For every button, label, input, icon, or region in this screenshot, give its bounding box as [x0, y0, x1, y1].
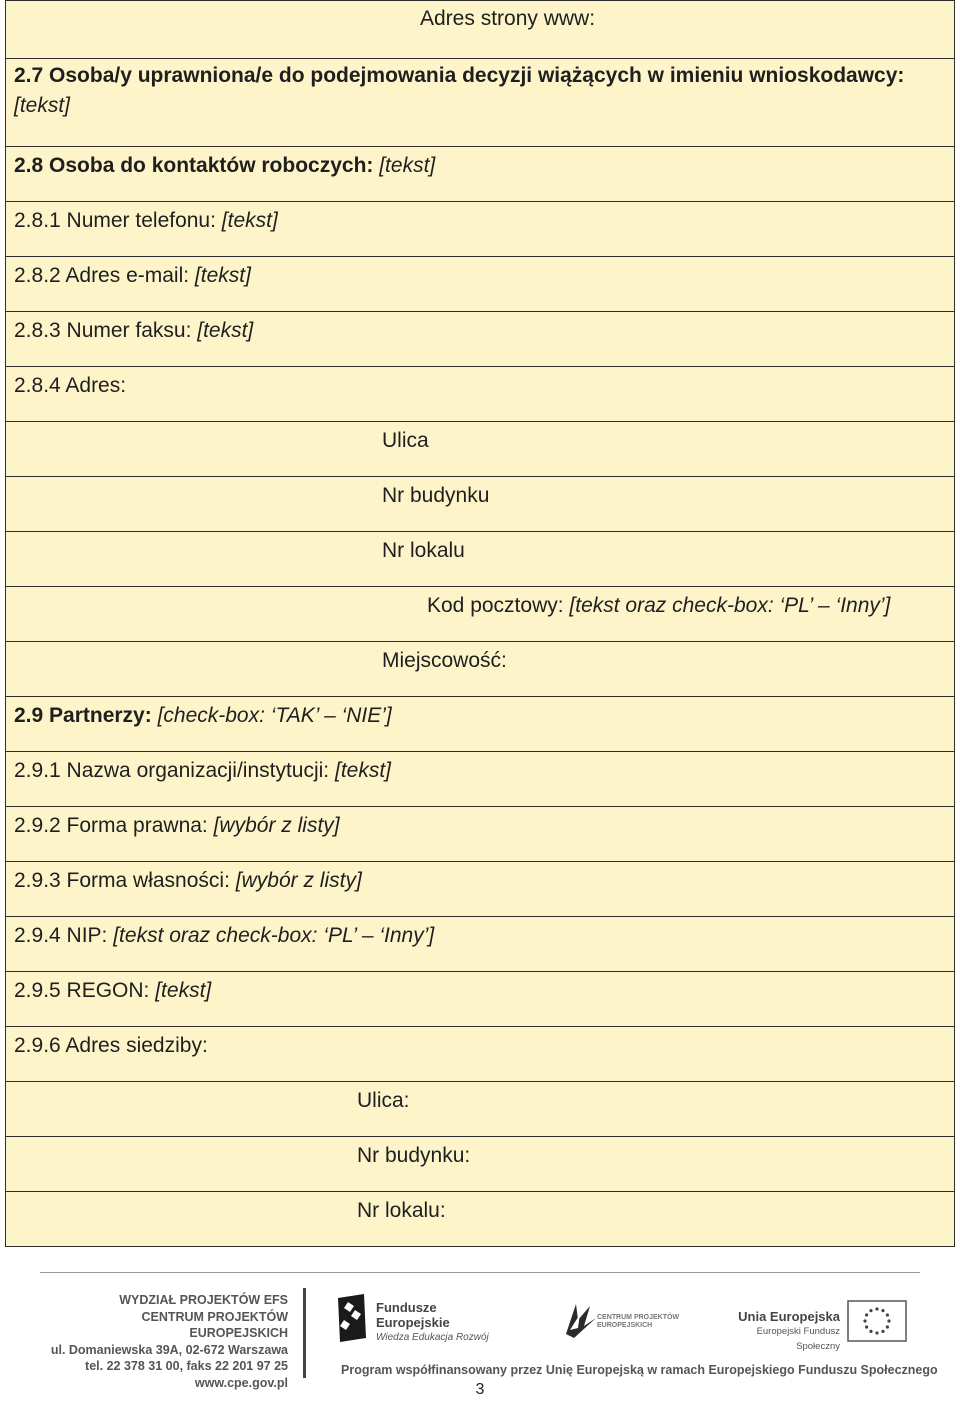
phone-row[interactable]: [5, 202, 955, 257]
seat-street-row[interactable]: [5, 1082, 955, 1137]
seat-building-row[interactable]: [5, 1137, 955, 1192]
building-label: Nr budynku: [382, 484, 490, 507]
fax-hint: [tekst]: [197, 319, 254, 342]
decision-makers-row[interactable]: [5, 59, 955, 147]
nip-row[interactable]: [5, 917, 955, 972]
seat-address-row: [5, 1027, 955, 1082]
page-number: 3: [475, 1381, 485, 1398]
fundusze-europejskie-logo-icon: [334, 1292, 370, 1344]
ownership-text: 2.9.3 Forma własności:: [14, 869, 236, 892]
org-line-4: tel. 22 378 31 00, faks 22 201 97 25: [85, 1359, 288, 1373]
regon-label: [14, 976, 211, 1006]
org-line-1: WYDZIAŁ PROJEKTÓW EFS: [119, 1293, 288, 1307]
legal-form-label: [14, 811, 340, 841]
postal-code-row[interactable]: [5, 587, 955, 642]
decision-makers-heading: 2.7 Osoba/y uprawniona/e do podejmowania decyzji wiążących w imieniu wnioskodawcy:: [14, 64, 905, 87]
address-row: [5, 367, 955, 422]
fe-subtitle: Wiedza Edukacja Rozwój: [376, 1332, 489, 1343]
seat-street-label: Ulica:: [357, 1089, 410, 1112]
seat-address-label: 2.9.6 Adres siedziby:: [14, 1034, 208, 1057]
nip-text: 2.9.4 NIP:: [14, 924, 114, 947]
phone-label: [14, 206, 278, 236]
postal-code-text: Kod pocztowy:: [427, 594, 570, 617]
footer-org-block: [40, 1292, 288, 1391]
eu-subtitle: Europejski Fundusz Społeczny: [756, 1326, 840, 1352]
partners-heading: 2.9 Partnerzy:: [14, 704, 152, 727]
legal-form-row[interactable]: [5, 807, 955, 862]
phone-text: 2.8.1 Numer telefonu:: [14, 209, 222, 232]
building-row[interactable]: [5, 477, 955, 532]
org-name-text: 2.9.1 Nazwa organizacji/instytucji:: [14, 759, 335, 782]
fe-title-1: Fundusze: [376, 1300, 437, 1315]
nip-label: [14, 921, 434, 951]
postal-code-hint: [tekst oraz check-box: ‘PL’ – ‘Inny’]: [569, 594, 891, 617]
seat-building-label: Nr budynku:: [357, 1144, 471, 1167]
org-name-hint: [tekst]: [334, 759, 392, 782]
fax-text: 2.8.3 Numer faksu:: [14, 319, 198, 342]
application-form: [5, 0, 955, 1247]
email-hint: [tekst]: [194, 264, 251, 287]
website-label: Adres strony www:: [420, 7, 596, 30]
regon-text: 2.9.5 REGON:: [14, 979, 156, 1002]
legal-form-hint: [wybór z listy]: [213, 814, 340, 837]
cpe-logo-text: [597, 1314, 679, 1330]
phone-hint: [tekst]: [221, 209, 278, 232]
city-row[interactable]: [5, 642, 955, 697]
ownership-hint: [wybór z listy]: [235, 869, 362, 892]
program-funding-note: Program współfinansowany przez Unię Europejską w ramach Europejskiego Funduszu Społecznego: [341, 1363, 938, 1377]
seat-apartment-row[interactable]: [5, 1192, 955, 1247]
contact-person-row[interactable]: [5, 147, 955, 202]
ownership-label: [14, 866, 362, 896]
org-line-5: www.cpe.gov.pl: [194, 1375, 288, 1390]
street-row[interactable]: [5, 422, 955, 477]
partners-hint: [check-box: ‘TAK’ – ‘NIE’]: [151, 704, 392, 727]
ownership-row[interactable]: [5, 862, 955, 917]
org-name-label: [14, 756, 391, 786]
email-row[interactable]: [5, 257, 955, 312]
contact-person-hint: [tekst]: [373, 154, 436, 177]
postal-code-label: [427, 591, 890, 621]
address-label: 2.8.4 Adres:: [14, 374, 127, 397]
footer-vertical-separator: [303, 1288, 306, 1378]
cpe-line-2: EUROPEJSKICH: [597, 1322, 653, 1329]
eu-text: [714, 1309, 840, 1354]
eu-flag-icon: [847, 1300, 907, 1342]
partners-label: [14, 701, 392, 731]
regon-hint: [tekst]: [155, 979, 212, 1002]
apartment-label: Nr lokalu: [382, 539, 465, 562]
fundusze-europejskie-text: [376, 1300, 489, 1345]
website-row[interactable]: [5, 0, 955, 59]
partners-row[interactable]: [5, 697, 955, 752]
email-text: 2.8.2 Adres e-mail:: [14, 264, 195, 287]
city-label: Miejscowość:: [382, 649, 507, 672]
footer-divider: [40, 1272, 920, 1273]
apartment-row[interactable]: [5, 532, 955, 587]
seat-apartment-label: Nr lokalu:: [357, 1199, 446, 1222]
street-label: Ulica: [382, 429, 429, 452]
contact-person-heading: 2.8 Osoba do kontaktów roboczych:: [14, 154, 374, 177]
legal-form-text: 2.9.2 Forma prawna:: [14, 814, 214, 837]
decision-makers-label: [14, 61, 914, 121]
fe-title-2: Europejskie: [376, 1315, 450, 1330]
email-label: [14, 261, 251, 291]
nip-hint: [tekst oraz check-box: ‘PL’ – ‘Inny’]: [113, 924, 435, 947]
cpe-line-1: CENTRUM PROJEKTÓW: [597, 1314, 680, 1321]
fax-label: [14, 316, 253, 346]
decision-makers-hint: [tekst]: [14, 94, 71, 117]
org-line-3: ul. Domaniewska 39A, 02-672 Warszawa: [50, 1342, 288, 1357]
regon-row[interactable]: [5, 972, 955, 1027]
contact-person-label: [14, 151, 435, 181]
org-line-2: CENTRUM PROJEKTÓW EUROPEJSKICH: [141, 1309, 288, 1340]
cpe-bird-logo-icon: [562, 1300, 598, 1340]
fax-row[interactable]: [5, 312, 955, 367]
org-name-row[interactable]: [5, 752, 955, 807]
eu-title: Unia Europejska: [738, 1309, 840, 1324]
